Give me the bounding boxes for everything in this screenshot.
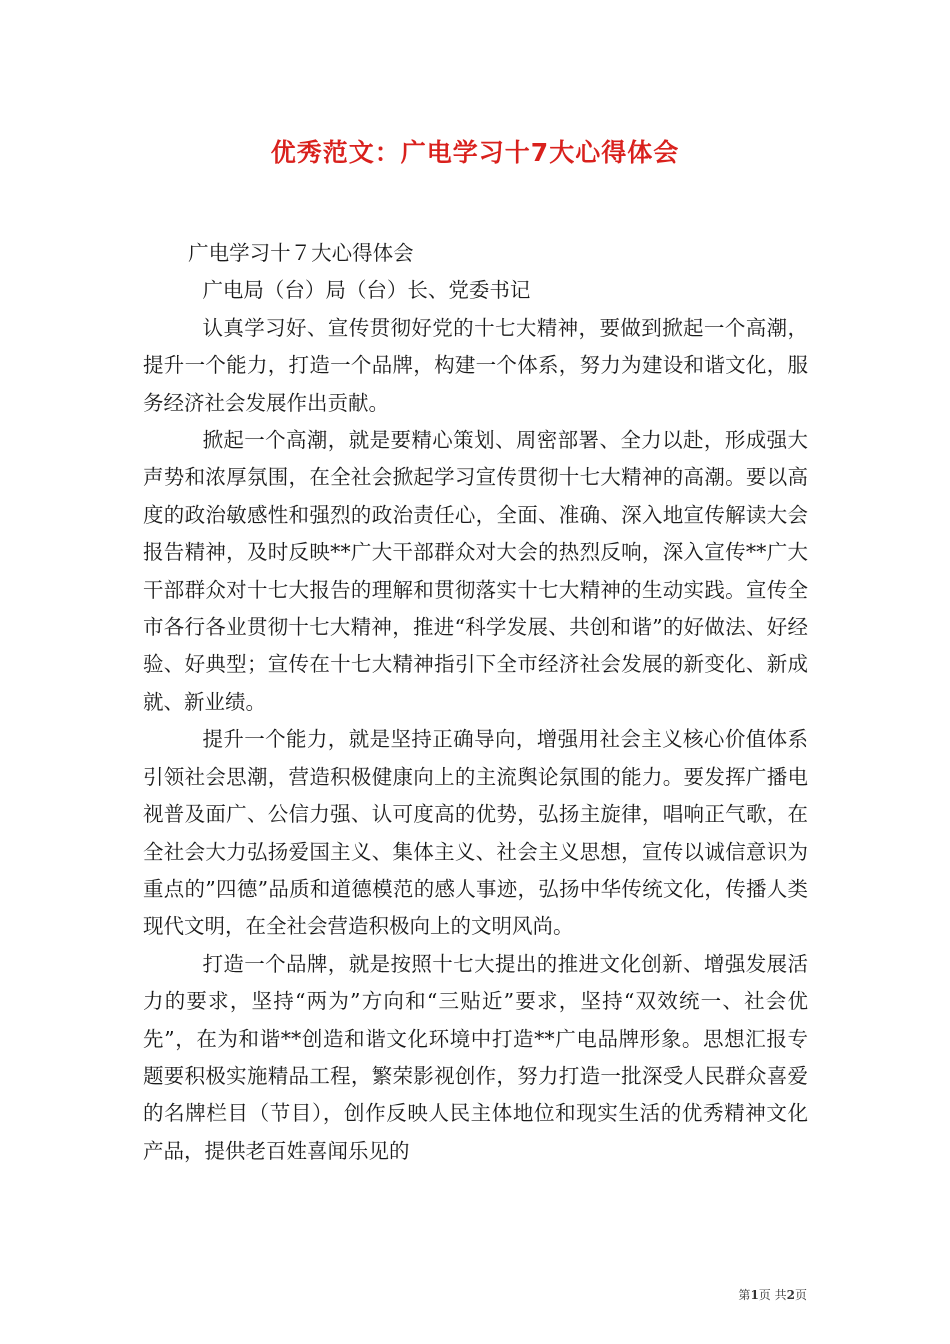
current-page: 1 (750, 1288, 759, 1302)
page-suffix: 页 (794, 1288, 807, 1302)
page-number (738, 1286, 807, 1303)
paragraph-2: 提升一个能力，就是坚持正确导向，增强用社会主义核心价值体系引领社会思潮，营造积极健康向上的主流舆论氛围的能力。要发挥广播电视普及面广、公信力强、认可度高的优势，弘扬主旋律，唱响正气歌，在全社会大力弘扬爱国主义、集体主义、社会主义思想，宣传以诚信意识为重点的”四德”品质和道德模范的感人事迹，弘扬中华传统文化，传播人类现代文明，在全社会营造积极向上的文明风尚。 (143, 727, 808, 939)
paragraph-1: 掀起一个高潮，就是要精心策划、周密部署、全力以赴，形成强大声势和浓厚氛围，在全社会掀起学习宣传贯彻十七大精神的高潮。要以高度的政治敏感性和强烈的政治责任心，全面、准确、深入地宣传解读大会报告精神，及时反映**广大干部群众对大会的热烈反响，深入宣传**广大干部群众对十七大报告的理解和贯彻落实十七大精神的生动实践。宣传全市各行各业贯彻十七大精神，推进“科学发展、共创和谐”的好做法、好经验、好典型；宣传在十七大精神指引下全市经济社会发展的新变化、新成就、新业绩。 (143, 428, 808, 714)
paragraph-intro: 认真学习好、宣传贯彻好党的十七大精神，要做到掀起一个高潮，提升一个能力，打造一个品牌，构建一个体系，努力为建设和谐文化，服务经济社会发展作出贡献。 (143, 315, 808, 415)
document-body (143, 235, 808, 1170)
page-middle: 页 共 (758, 1288, 787, 1302)
paragraph-3: 打造一个品牌，就是按照十七大提出的推进文化创新、增强发展活力的要求，坚持“两为”方向和“三贴近”要求，坚持“双效统一、社会优先”，在为和谐**创造和谐文化环境中打造**广电品牌形象。思想汇报专题要积极实施精品工程，繁荣影视创作，努力打造一批深受人民群众喜爱的名牌栏目（节目），创作反映人民主体地位和现实生活的优秀精神文化产品，提供老百姓喜闻乐见的 (143, 951, 808, 1163)
page-prefix: 第 (738, 1288, 751, 1302)
document-subtitle: 广电学习十７大心得体会 (188, 241, 414, 265)
author-line: 广电局（台）局（台）长、党委书记 (202, 278, 531, 303)
document-title: 优秀范文：广电学习十7大心得体会 (270, 138, 680, 167)
total-pages: 2 (786, 1288, 795, 1302)
